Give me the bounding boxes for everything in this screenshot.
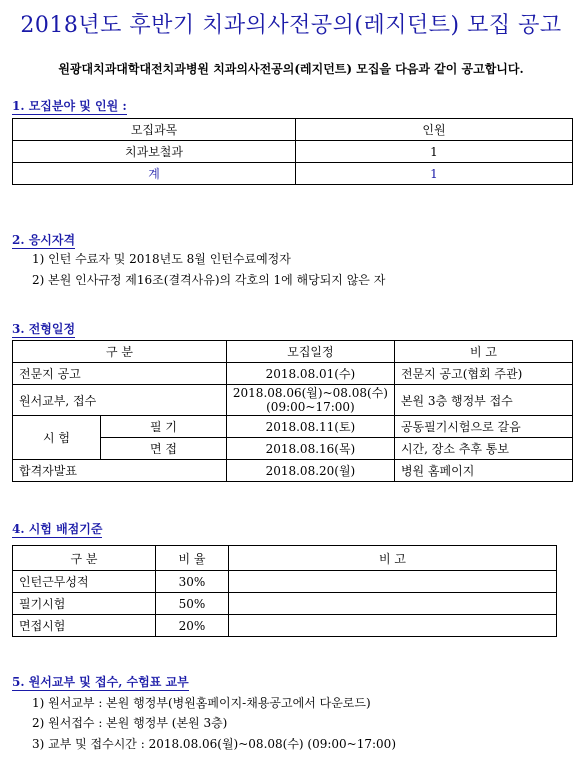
table-row (13, 385, 573, 416)
list-item: 2) 본원 인사규정 제16조(결격사유)의 각호의 1에 해당되지 않은 자 (32, 273, 386, 287)
header-cell: 구 분 (13, 546, 156, 571)
section-1-heading: 1. 모집분야 및 인원 : (12, 99, 127, 113)
header-cell: 모집일정 (226, 341, 394, 363)
table-cell: 전문지 공고 (13, 363, 227, 385)
list-item: 3) 교부 및 접수시간 : 2018.08.06(월)~08.08(수) (09:00~17:00) (32, 737, 396, 751)
header-cell: 비 고 (394, 341, 572, 363)
table-cell: 2018.08.16(목) (226, 438, 394, 460)
table-header-row (13, 341, 573, 363)
table-cell: 30% (156, 571, 229, 593)
table-row (13, 416, 573, 438)
table-cell: 2018.08.01(수) (226, 363, 394, 385)
table-cell: 전문지 공고(협회 주관) (394, 363, 572, 385)
table-total-row (13, 163, 573, 185)
table-cell: 병원 홈페이지 (394, 460, 572, 482)
table-row (13, 363, 573, 385)
total-label: 계 (13, 163, 296, 185)
table-cell: 면접시험 (13, 615, 156, 637)
section-5-heading: 5. 원서교부 및 접수, 수험표 교부 (12, 675, 189, 689)
header-cell: 구 분 (13, 341, 227, 363)
time-range: (09:00~17:00) (266, 400, 355, 414)
section-2-heading: 2. 응시자격 (12, 233, 76, 247)
list-item: 2) 원서접수 : 본원 행정부 (본원 3층) (32, 716, 228, 730)
schedule-table (12, 340, 573, 482)
table-cell: 합격자발표 (13, 460, 227, 482)
table-row (13, 571, 557, 593)
header-cell: 모집과목 (13, 119, 296, 141)
table-cell: 필 기 (101, 416, 227, 438)
table-header-row (13, 119, 573, 141)
table-row (13, 141, 573, 163)
table-cell (229, 593, 557, 615)
table-cell: 면 접 (101, 438, 227, 460)
table-cell: 치과보철과 (13, 141, 296, 163)
table-cell (229, 615, 557, 637)
scoring-table (12, 545, 557, 637)
table-row (13, 460, 573, 482)
table-cell: 공동필기시험으로 갈음 (394, 416, 572, 438)
page-subtitle: 원광대치과대학대전치과병원 치과의사전공의(레지던트) 모집을 다음과 같이 공고합니다. (58, 62, 524, 76)
table-cell (226, 385, 394, 416)
table-cell: 인턴근무성적 (13, 571, 156, 593)
table-header-row (13, 546, 557, 571)
table-row (13, 615, 557, 637)
date-range: 2018.08.06(월)~08.08(수) (232, 386, 388, 400)
table-cell: 필기시험 (13, 593, 156, 615)
table-cell: 1 (296, 141, 573, 163)
section-3-heading: 3. 전형일정 (12, 322, 76, 336)
table-cell: 시간, 장소 추후 통보 (394, 438, 572, 460)
header-cell: 비 고 (229, 546, 557, 571)
exam-label-cell: 시 험 (13, 416, 101, 460)
header-cell: 비 율 (156, 546, 229, 571)
table-cell (229, 571, 557, 593)
total-value: 1 (296, 163, 573, 185)
table-cell: 2018.08.20(월) (226, 460, 394, 482)
table-cell: 50% (156, 593, 229, 615)
list-item: 1) 원서교부 : 본원 행정부(병원홈페이지-채용공고에서 다운로드) (32, 696, 371, 710)
header-cell: 인원 (296, 119, 573, 141)
table-row (13, 593, 557, 615)
table-cell: 본원 3층 행정부 접수 (394, 385, 572, 416)
section-4-heading: 4. 시험 배점기준 (12, 522, 103, 536)
table-cell: 20% (156, 615, 229, 637)
page-title: 2018년도 후반기 치과의사전공의(레지던트) 모집 공고 (20, 13, 562, 38)
table-cell: 2018.08.11(토) (226, 416, 394, 438)
list-item: 1) 인턴 수료자 및 2018년도 8월 인턴수료예정자 (32, 252, 291, 266)
recruitment-table (12, 118, 573, 185)
table-cell: 원서교부, 접수 (13, 385, 227, 416)
